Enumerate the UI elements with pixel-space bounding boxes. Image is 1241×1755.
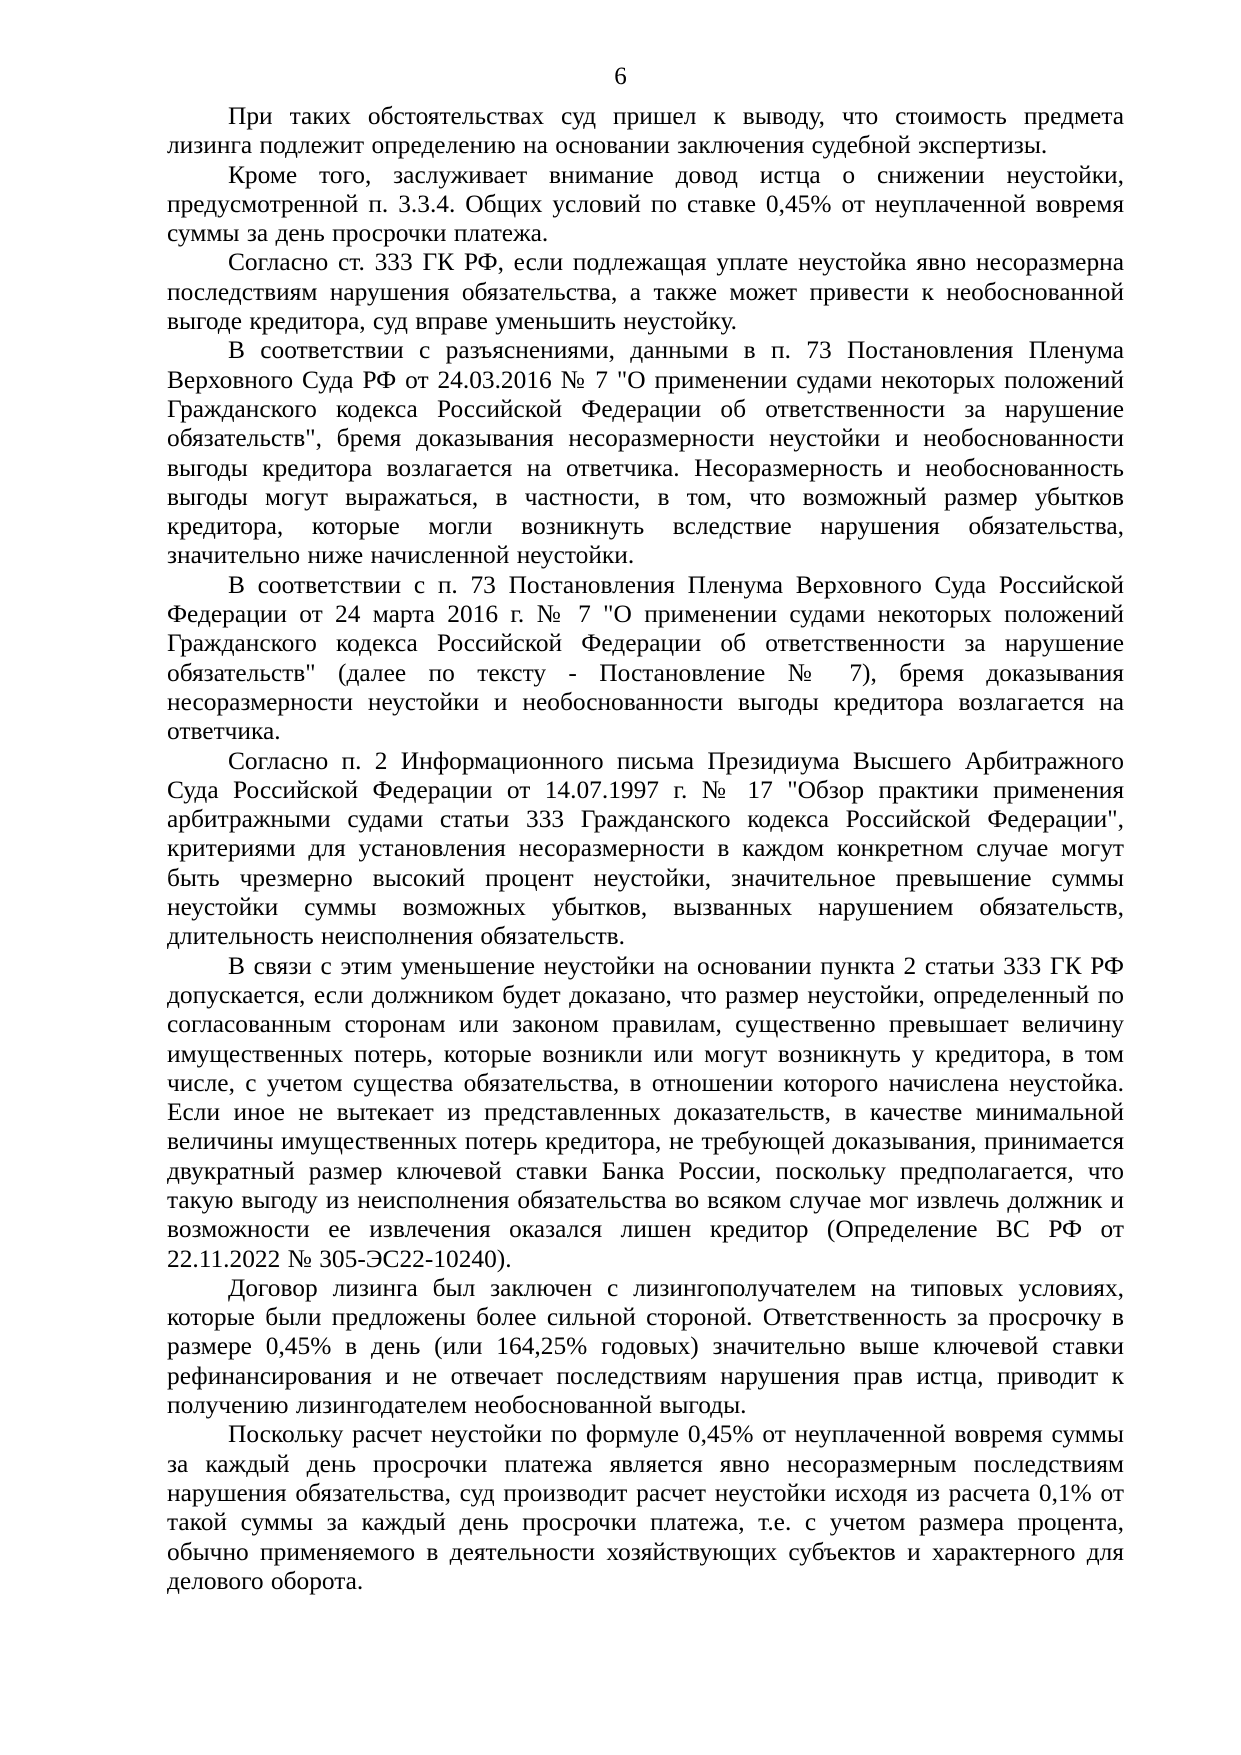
paragraph-leasing-contract-terms: Договор лизинга был заключен с лизингополучателем на типовых условиях, которые были предложены более сильной стороной. Ответственность за просрочку в размере 0,45% в день (или 164,25% годовых) значительно выше ключевой ставки рефинансирования и не отвечает последствиям нарушения прав истца, приводит к получению лизингодателем необоснованной выгоды. xyxy=(167,1273,1124,1420)
paragraph-plenum-resolution-73: В соответствии с разъяснениями, данными в п. 73 Постановления Пленума Верховного Суда РФ от 24.03.2016 № 7 "О применении судами некоторых положений Гражданского кодекса Российской Федерации об ответственности за нарушение обязательств", бремя доказывания несоразмерности неустойки и необоснованности выгоды кредитора возлагается на ответчика. Несоразмерность и необоснованность выгоды могут выражаться, в частности, в том, что возможный размер убытков кредитора, которые могли возникнуть вследствие нарушения обязательства, значительно ниже начисленной неустойки. xyxy=(167,336,1124,570)
paragraph-penalty-reduction-claim: Кроме того, заслуживает внимание довод истца о снижении неустойки, предусмотренной п. 3.3.4. Общих условий по ставке 0,45% от неуплаченной вовремя суммы за день просрочки платежа. xyxy=(167,160,1124,248)
paragraph-penalty-reduction-grounds: В связи с этим уменьшение неустойки на основании пункта 2 статьи 333 ГК РФ допускается, если должником будет доказано, что размер неустойки, определенный по согласованным сторонам или законом правилам, существенно превышает величину имущественных потерь, которые возникли или могут возникнуть у кредитора, в том числе, с учетом существа обязательства, в отношении которого начислена неустойка. Если иное не вытекает из представленных доказательств, в качестве минимальной величины имущественных потерь кредитора, не требующей доказывания, принимается двукратный размер ключевой ставки Банка России, поскольку предполагается, что такую выгоду из неисполнения обязательства во всяком случае мог извлечь должник и возможности ее извлечения оказался лишен кредитор (Определение ВС РФ от 22.11.2022 № 305-ЭС22-10240). xyxy=(167,951,1124,1273)
page-number: 6 xyxy=(614,63,627,90)
paragraph-plenum-resolution-7: В соответствии с п. 73 Постановления Пленума Верховного Суда Российской Федерации от 24 марта 2016 г. № 7 "О применении судами некоторых положений Гражданского кодекса Российской Федерации об ответственности за нарушение обязательств" (далее по тексту - Постановление № 7), бремя доказывания несоразмерности неустойки и необоснованности выгоды кредитора возлагается на ответчика. xyxy=(167,570,1124,746)
paragraph-court-recalculation: Поскольку расчет неустойки по формуле 0,45% от неуплаченной вовремя суммы за каждый день просрочки платежа является явно несоразмерным последствиям нарушения обязательства, суд производит расчет неустойки исходя из расчета 0,1% от такой суммы за каждый день просрочки платежа, т.е. с учетом размера процента, обычно применяемого в деятельности хозяйствующих субъектов и характерного для делового оборота. xyxy=(167,1420,1124,1595)
paragraph-article-333: Согласно ст. 333 ГК РФ, если подлежащая уплате неустойка явно несоразмерна последствиям нарушения обязательства, а также может привести к необоснованной выгоде кредитора, суд вправе уменьшить неустойку. xyxy=(167,248,1124,336)
paragraph-information-letter-17: Согласно п. 2 Информационного письма Президиума Высшего Арбитражного Суда Российской Федерации от 14.07.1997 г. № 17 "Обзор практики применения арбитражными судами статьи 333 Гражданского кодекса Российской Федерации", критериями для установления несоразмерности в каждом конкретном случае могут быть чрезмерно высокий процент неустойки, значительное превышение суммы неустойки суммы возможных убытков, вызванных нарушением обязательств, длительность неисполнения обязательств. xyxy=(167,746,1124,951)
document-body xyxy=(167,102,1124,1596)
paragraph-expertise-conclusion: При таких обстоятельствах суд пришел к выводу, что стоимость предмета лизинга подлежит определению на основании заключения судебной экспертизы. xyxy=(167,102,1124,160)
